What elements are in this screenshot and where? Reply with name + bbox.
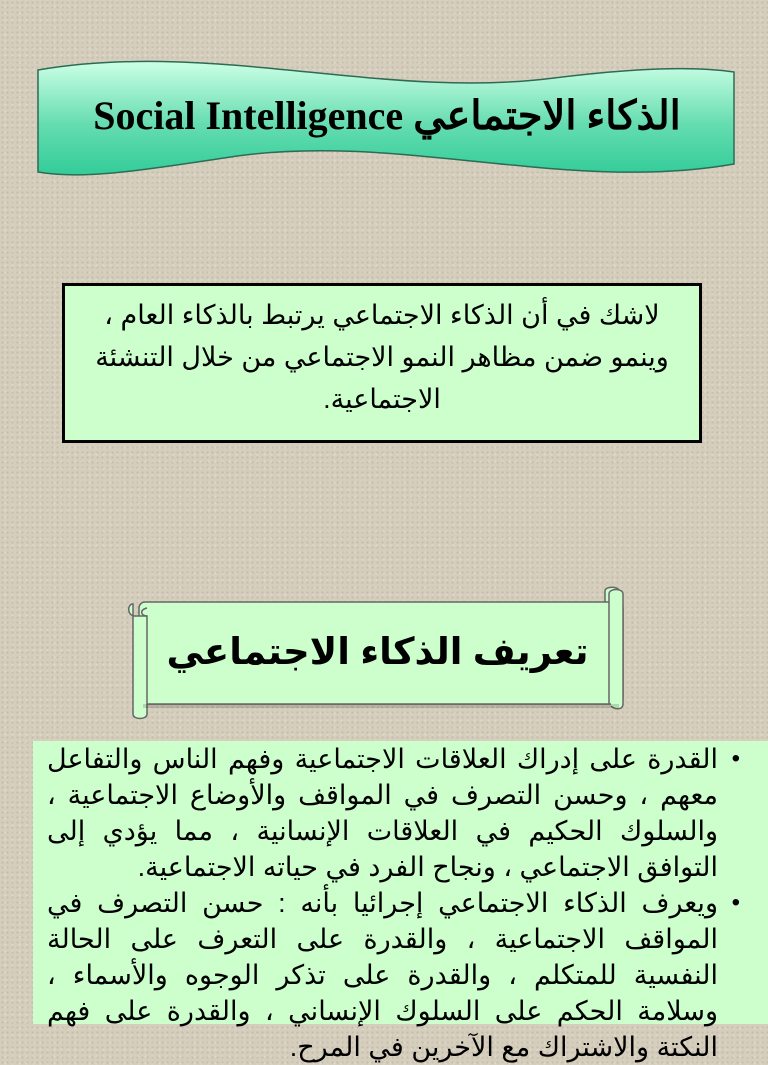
bullet-icon: •: [731, 889, 740, 916]
section-scroll-banner: [125, 586, 630, 721]
definitions-list: [47, 741, 740, 1065]
intro-textbox: لاشك في أن الذكاء الاجتماعي يرتبط بالذكاء العام ، وينمو ضمن مظاهر النمو الاجتماعي من خلال التنشئة الاجتماعية.: [62, 283, 702, 443]
definition-text: ويعرف الذكاء الاجتماعي إجرائيا بأنه : حسن التصرف في المواقف الاجتماعية ، والقدرة على التعرف على الحالة النفسية للمتكلم ، والقدرة على تذكر الوجوه والأسماء ، وسلامة الحكم على السلوك الإنساني ، والقدرة على فهم النكتة والاشتراك مع الآخرين في المرح.: [47, 888, 718, 1062]
definition-item: [47, 741, 740, 885]
title-banner: [34, 56, 740, 186]
definition-item: [47, 885, 740, 1065]
definition-text: القدرة على إدراك العلاقات الاجتماعية وفهم الناس والتفاعل معهم ، وحسن التصرف في المواقف والأوضاع الاجتماعية ، والسلوك الحكيم في العلاقات الإنسانية ، مما يؤدي إلى التوافق الاجتماعي ، ونجاح الفرد في حياته الاجتماعية.: [47, 744, 718, 882]
page-title: Social Intelligence الذكاء الاجتماعي: [93, 93, 681, 138]
bullet-icon: •: [731, 745, 740, 772]
definitions-box: [33, 741, 768, 1062]
section-heading: تعريف الذكاء الاجتماعي: [166, 631, 589, 672]
